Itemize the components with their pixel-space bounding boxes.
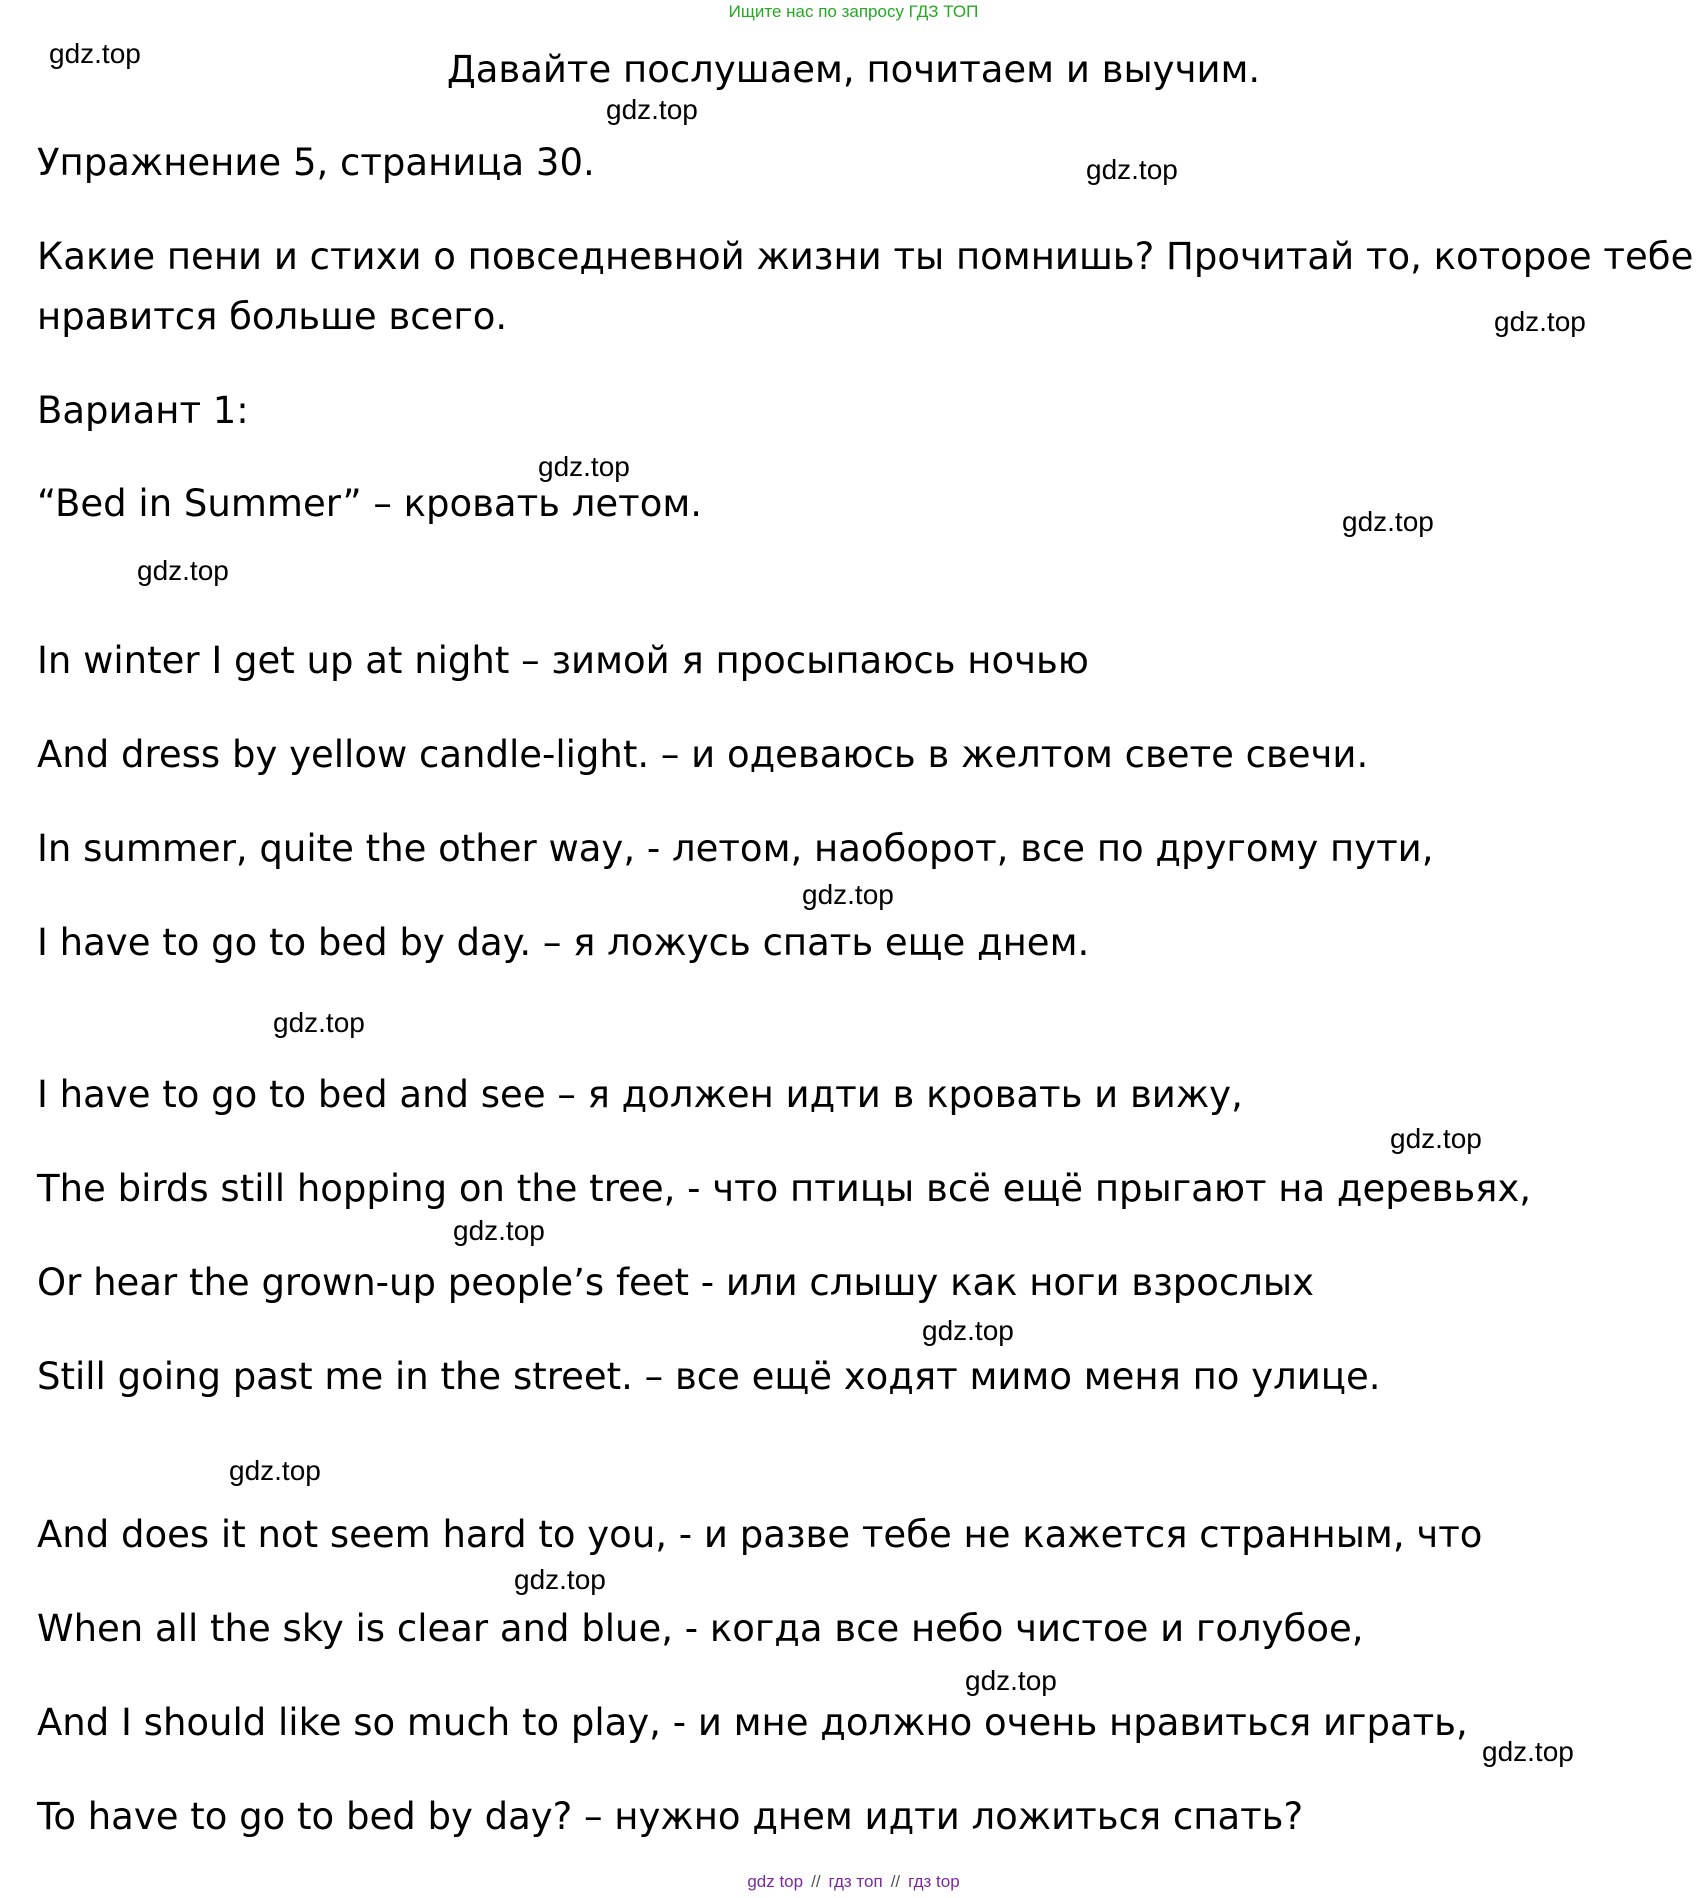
watermark: gdz.top <box>514 1564 606 1595</box>
poem-line: To have to go to bed by day? – нужно днем идти ложиться спать? <box>37 1795 1304 1838</box>
poem-line: When all the sky is clear and blue, - когда все небо чистое и голубое, <box>37 1607 1364 1650</box>
watermark: gdz.top <box>1482 1736 1574 1767</box>
poem-line: And I should like so much to play, - и мне должно очень нравиться играть, <box>37 1701 1468 1744</box>
exercise-heading: Упражнение 5, страница 30. <box>37 141 595 184</box>
question-line-1: Какие пени и стихи о повседневной жизни ты помнишь? Прочитай то, которое тебе <box>37 235 1694 278</box>
poem-line: Or hear the grown-up people’s feet - или слышу как ноги взрослых <box>37 1261 1315 1304</box>
page-title: Давайте послушаем, почитаем и выучим. <box>446 48 1261 91</box>
poem-line: And does it not seem hard to you, - и разве тебе не кажется странным, что <box>37 1513 1483 1556</box>
watermark: gdz.top <box>1342 506 1434 537</box>
watermark: gdz.top <box>49 38 141 69</box>
watermark: gdz.top <box>229 1455 321 1486</box>
footer-links <box>0 1872 1707 1892</box>
variant-label: Вариант 1: <box>37 389 249 432</box>
watermark: gdz.top <box>965 1665 1057 1696</box>
poem-line: In summer, quite the other way, - летом, наоборот, все по другому пути, <box>37 827 1434 870</box>
watermark: gdz.top <box>606 94 698 125</box>
poem-line: In winter I get up at night – зимой я просыпаюсь ночью <box>37 639 1089 682</box>
watermark: gdz.top <box>1086 154 1178 185</box>
poem-title: “Bed in Summer” – кровать летом. <box>37 482 703 525</box>
footer-link[interactable]: gdz top <box>747 1872 804 1891</box>
poem-line: And dress by yellow candle-light. – и одеваюсь в желтом свете свечи. <box>37 733 1369 776</box>
watermark: gdz.top <box>273 1007 365 1038</box>
watermark: gdz.top <box>1494 306 1586 337</box>
watermark: gdz.top <box>453 1215 545 1246</box>
footer-separator: // <box>811 1872 821 1891</box>
question-line-2: нравится больше всего. <box>37 295 508 338</box>
footer-link[interactable]: гдз топ <box>828 1872 883 1891</box>
poem-line: Still going past me in the street. – все ещё ходят мимо меня по улице. <box>37 1355 1381 1398</box>
watermark: gdz.top <box>137 555 229 586</box>
watermark: gdz.top <box>538 451 630 482</box>
watermark: gdz.top <box>922 1315 1014 1346</box>
search-banner: Ищите нас по запросу ГДЗ ТОП <box>728 2 979 21</box>
watermark: gdz.top <box>1390 1123 1482 1154</box>
poem-line: I have to go to bed by day. – я ложусь спать еще днем. <box>37 921 1090 964</box>
footer-separator: // <box>890 1872 901 1891</box>
poem-line: I have to go to bed and see – я должен идти в кровать и вижу, <box>37 1073 1243 1116</box>
footer-link[interactable]: гдз top <box>908 1872 960 1891</box>
poem-line: The birds still hopping on the tree, - что птицы всё ещё прыгают на деревьях, <box>37 1167 1532 1210</box>
watermark: gdz.top <box>802 879 894 910</box>
